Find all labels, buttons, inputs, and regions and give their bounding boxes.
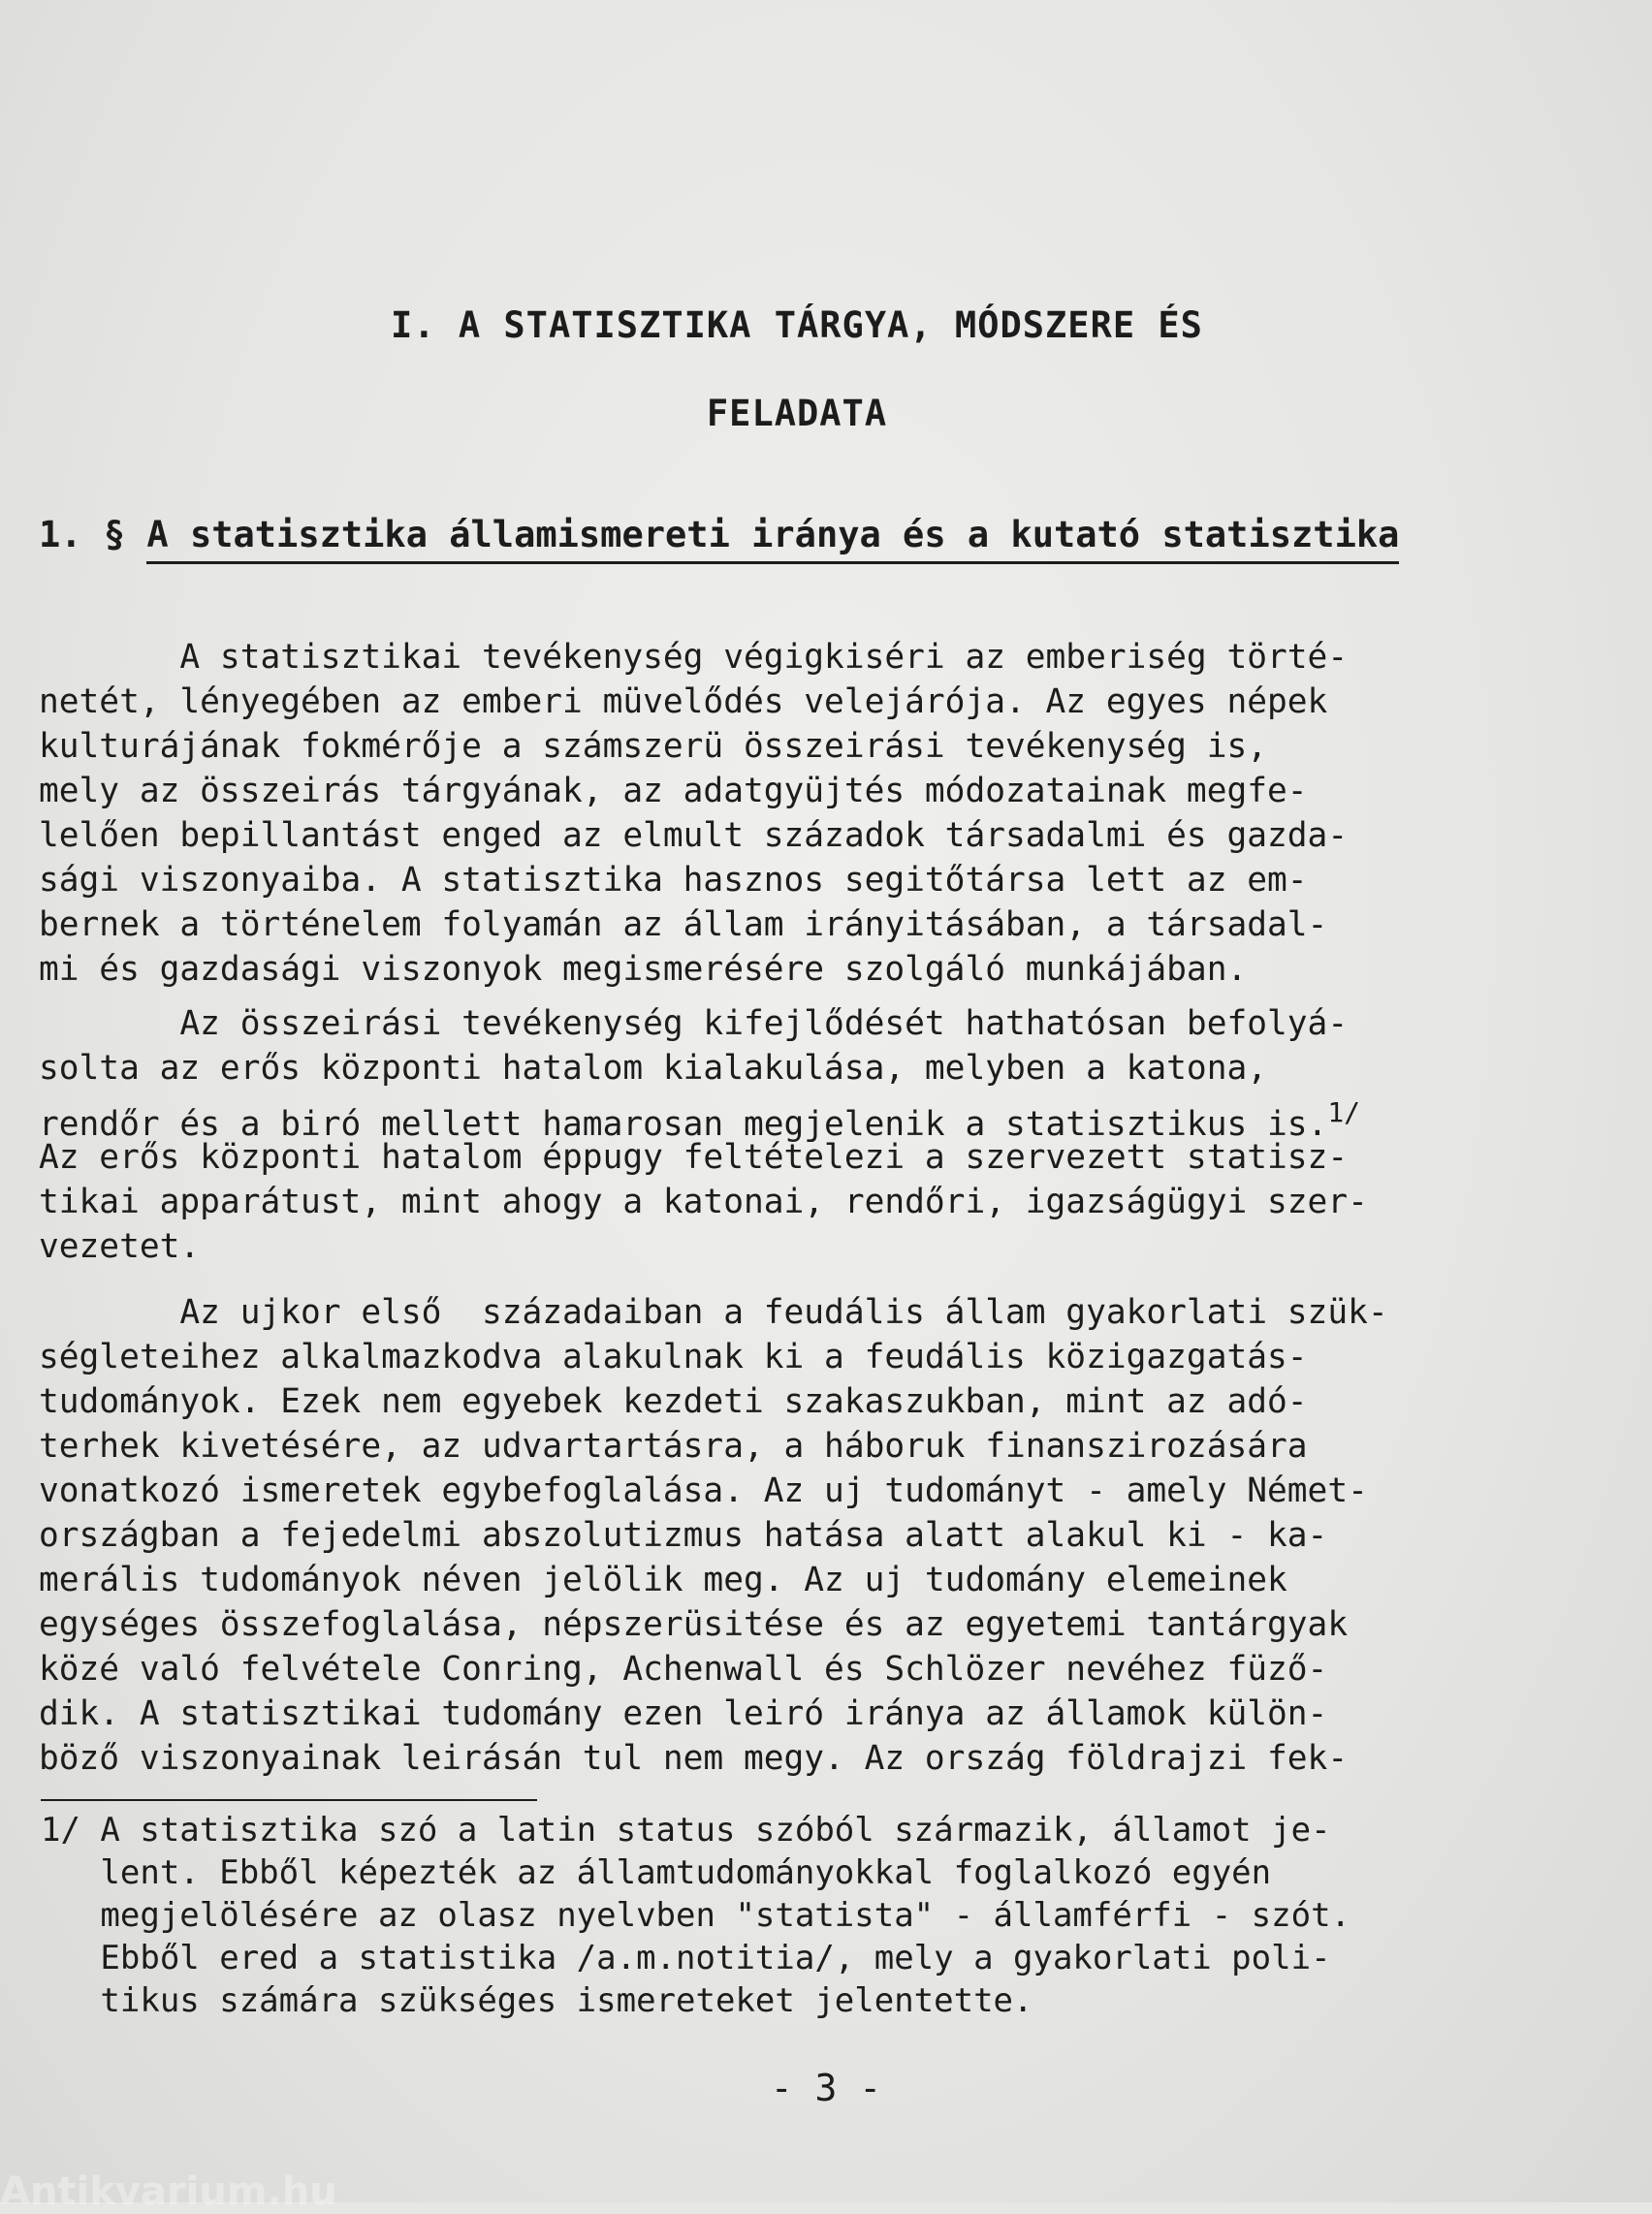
text-line: sági viszonyaiba. A statisztika hasznos segitőtársa lett az em- — [39, 861, 1308, 900]
paragraph-3 — [39, 1290, 1619, 1781]
watermark: Antikvarium.hu — [0, 2169, 337, 2214]
text-line: bernek a történelem folyamán az állam irányitásában, a társadal- — [39, 905, 1328, 944]
text-line: országban a fejedelmi abszolutizmus hatása alatt alakul ki - ka- — [39, 1516, 1328, 1555]
text-line: egységes összefoglalása, népszerüsitése és az egyetemi tantárgyak — [39, 1605, 1349, 1644]
chapter-title-line2: FELADATA — [706, 393, 888, 434]
text-line: A statisztikai tevékenység végigkiséri az emberiség törté- — [39, 638, 1349, 677]
text-line: terhek kivetésére, az udvartartásra, a háboruk finanszirozására — [39, 1427, 1308, 1466]
paragraph-1 — [39, 635, 1619, 992]
footnote-line: 1/ A statisztika szó a latin status szóból származik, államot je- — [41, 1811, 1331, 1850]
section-title: A statisztika államismereti iránya és a kutató statisztika — [146, 514, 1399, 564]
text-line: böző viszonyainak leirásán tul nem megy. Az ország földrajzi fek- — [39, 1739, 1349, 1778]
text-line: tudományok. Ezek nem egyebek kezdeti szakaszukban, mint az adó- — [39, 1382, 1308, 1421]
text-line: vonatkozó ismeretek egybefoglalása. Az uj tudományt - amely Német- — [39, 1471, 1368, 1510]
text-line-with-footnote — [39, 1091, 1619, 1144]
footnote-line: Ebből ered a statistika /a.m.notitia/, mely a gyakorlati poli- — [41, 1939, 1331, 1977]
text-line: vezetet. — [39, 1227, 201, 1266]
text-line: merális tudományok néven jelölik meg. Az uj tudomány elemeinek — [39, 1561, 1287, 1599]
text-line: Az összeirási tevékenység kifejlődését hathatósan befolyá- — [39, 1004, 1349, 1043]
text-line: Az ujkor első századaiban a feudális állam gyakorlati szük- — [39, 1293, 1388, 1332]
chapter-title-line1: I. A STATISZTIKA TÁRGYA, MÓDSZERE ÉS — [391, 304, 1203, 346]
footnote-line: megjelölésére az olasz nyelvben "statista" - államférfi - szót. — [41, 1896, 1351, 1935]
footnote — [41, 1809, 1611, 2022]
text-line: tikai apparátust, mint ahogy a katonai, rendőri, igazságügyi szer- — [39, 1183, 1368, 1221]
text-line: mely az összeirás tárgyának, az adatgyüjtés módozatainak megfe- — [39, 772, 1308, 810]
section-number: 1. § — [39, 514, 147, 555]
text-line: kulturájának fokmérője a számszerü összeirási tevékenység is, — [39, 727, 1268, 766]
footnote-line: tikus számára szükséges ismereteket jelentette. — [41, 1981, 1033, 2020]
page-number: - 3 - — [770, 2067, 882, 2109]
text-line: Az erős központi hatalom éppugy feltételezi a szervezett statisz- — [39, 1138, 1349, 1177]
text-line: közé való felvétele Conring, Achenwall és Schlözer nevéhez füző- — [39, 1650, 1328, 1689]
text-line: ségleteihez alkalmazkodva alakulnak ki a feudális közigazgatás- — [39, 1338, 1308, 1376]
text-line: solta az erős központi hatalom kialakulása, melyben a katona, — [39, 1049, 1268, 1088]
text-line: dik. A statisztikai tudomány ezen leiró iránya az államok külön- — [39, 1694, 1328, 1733]
footnote-separator — [41, 1799, 537, 1801]
footnote-line: lent. Ebből képezték az államtudományokkal foglalkozó egyén — [41, 1853, 1272, 1892]
text-line: lelően bepillantást enged az elmult századok társadalmi és gazda- — [39, 816, 1349, 855]
section-heading — [39, 514, 1399, 555]
text-line: netét, lényegében az emberi müvelődés velejárója. Az egyes népek — [39, 682, 1328, 721]
text-line: mi és gazdasági viszonyok megismerésére szolgáló munkájában. — [39, 950, 1248, 989]
footnote-reference: 1/ — [1327, 1096, 1361, 1128]
paragraph-2 — [39, 1001, 1619, 1269]
text-line: rendőr és a biró mellett hamarosan megjelenik a statisztikus is. — [39, 1105, 1328, 1144]
body-text — [39, 635, 1619, 1781]
